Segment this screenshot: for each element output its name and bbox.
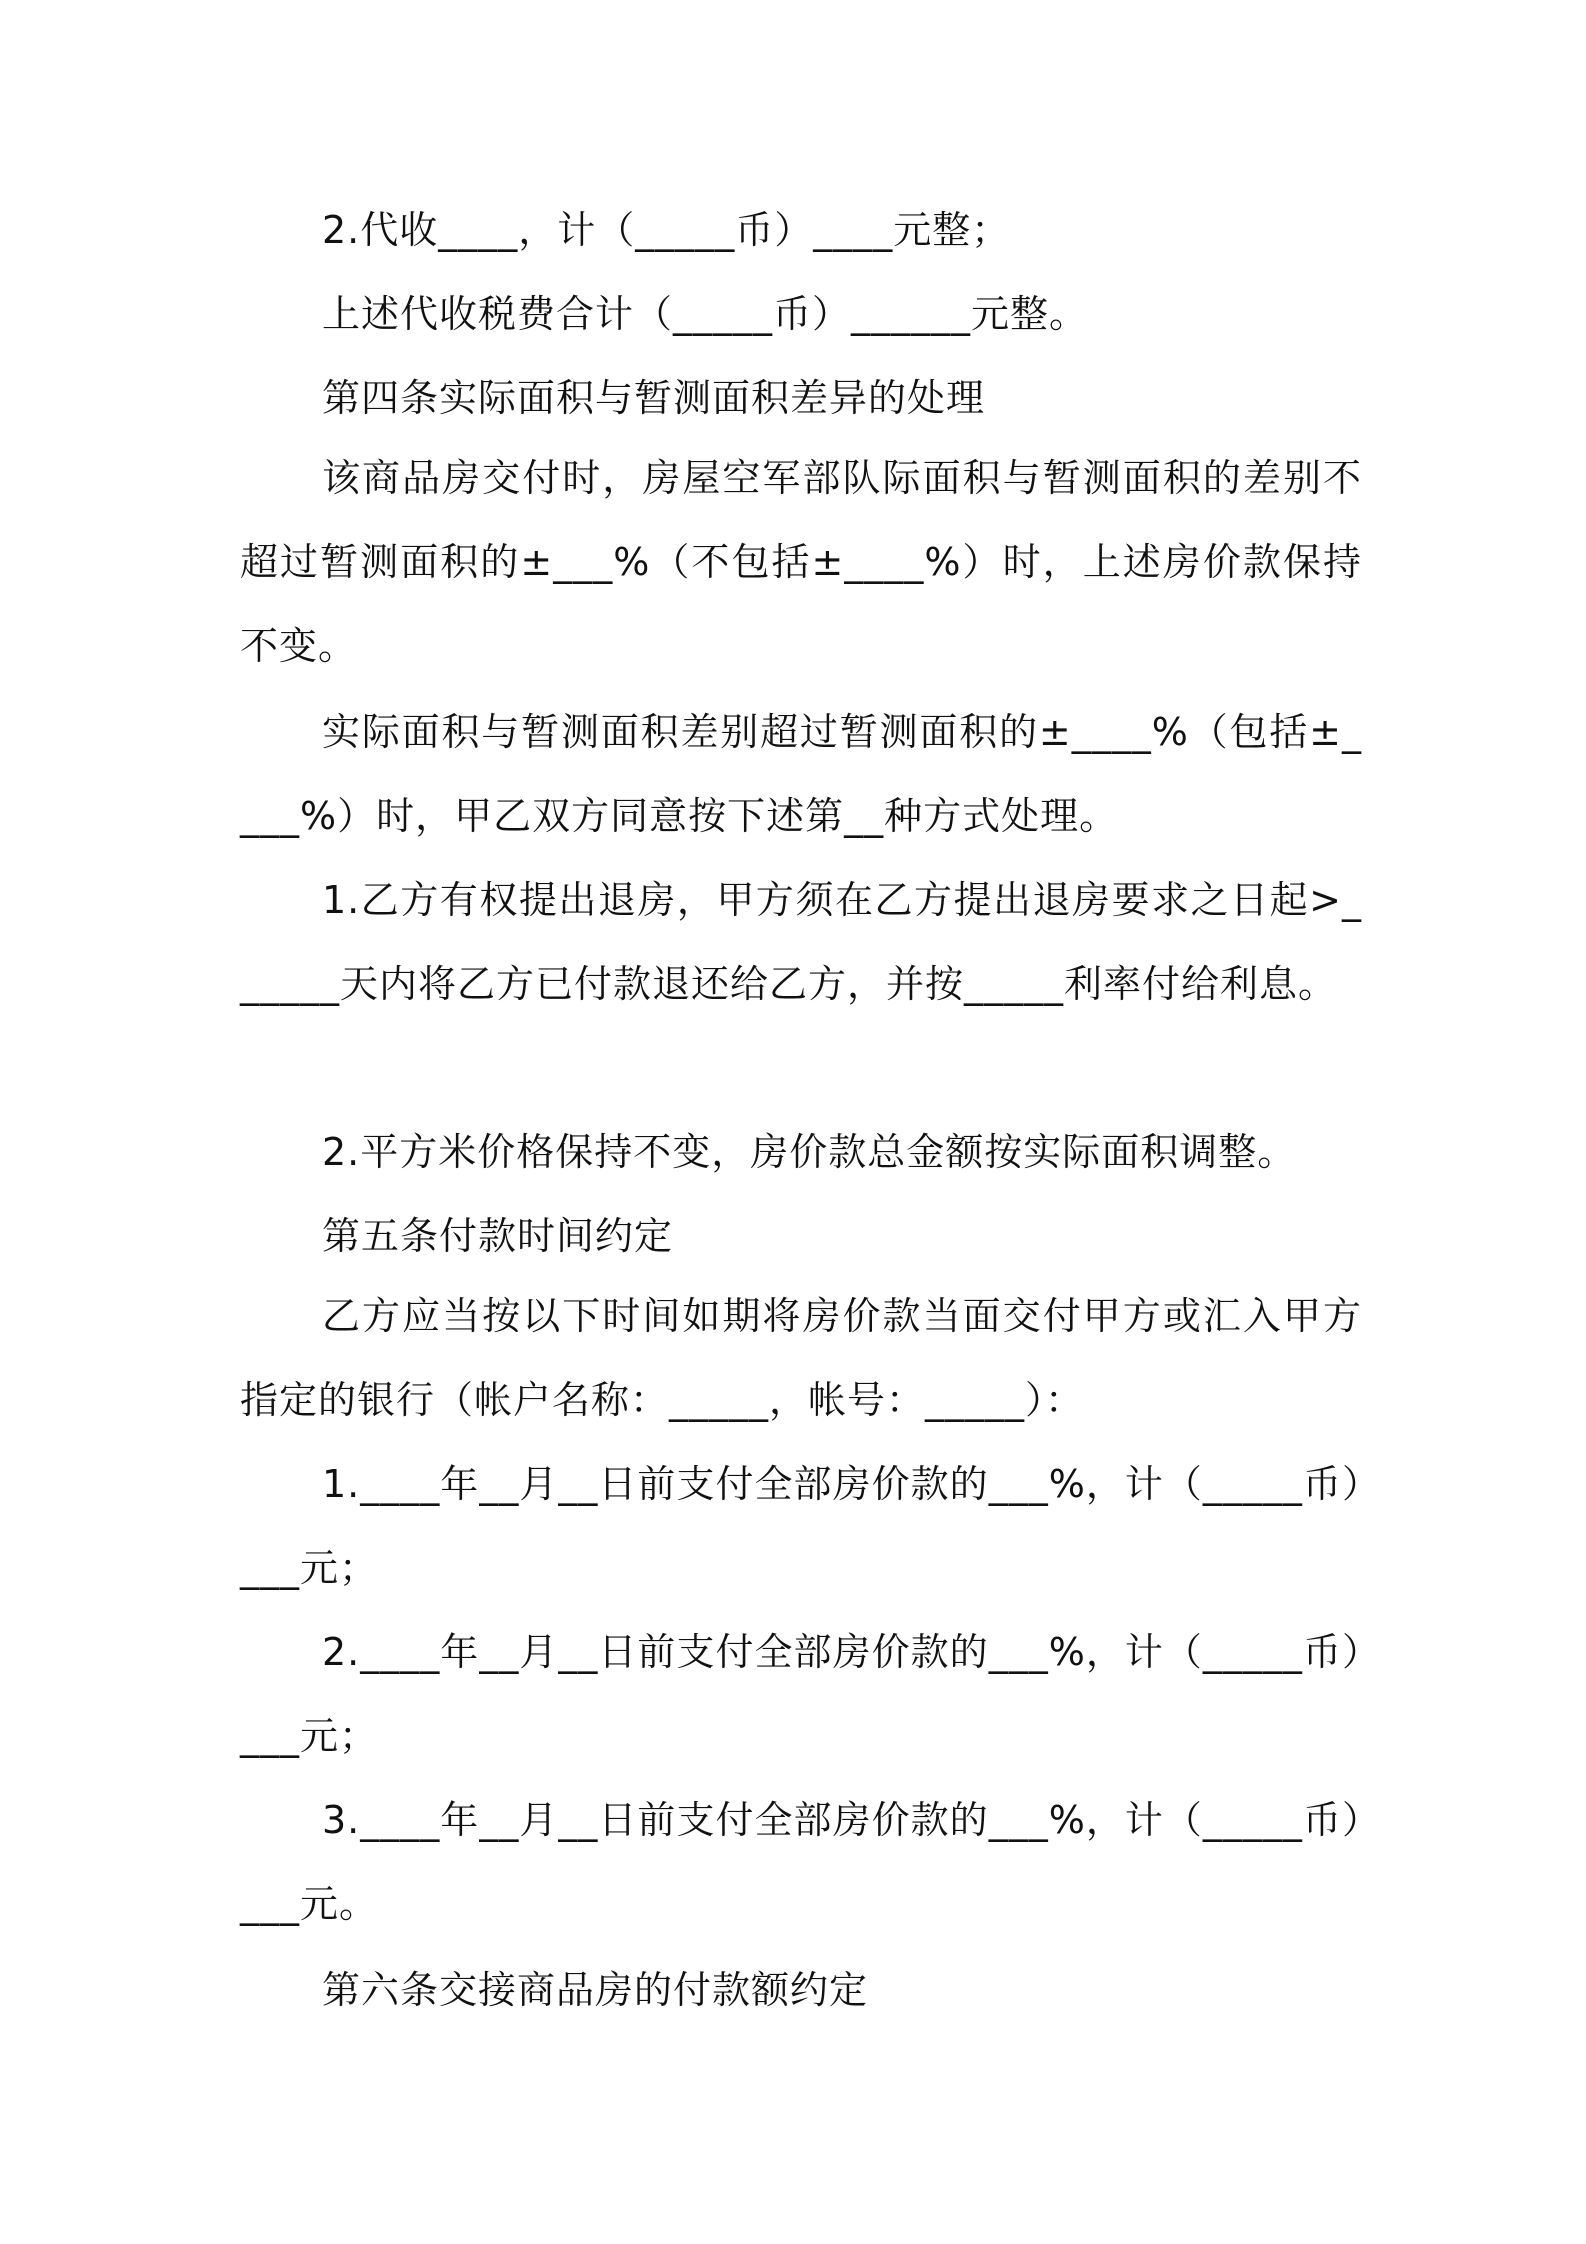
article-4-heading: 第四条实际面积与暂测面积差异的处理 (322, 376, 986, 420)
article-6-heading: 第六条交接商品房的付款额约定 (322, 1968, 869, 2012)
article-5-paragraph: 乙方应当按以下时间如期将房价款当面交付甲方或汇入甲方指定的银行（帐户名称：_____，帐号：_____）： (240, 1294, 1362, 1422)
article-4-option-1: 1.乙方有权提出退房，甲方须在乙方提出退房要求之日起>______天内将乙方已付款退还给乙方，并按_____利率付给利息。 (240, 878, 1362, 1006)
article-5-heading: 第五条付款时间约定 (322, 1214, 674, 1258)
payment-item-2: 2.____年__月__日前支付全部房价款的___%，计（_____币）___元； (240, 1630, 1362, 1758)
payment-item-3: 3.____年__月__日前支付全部房价款的___%，计（_____币）___元。 (240, 1798, 1362, 1926)
payment-item-1: 1.____年__月__日前支付全部房价款的___%，计（_____币）___元； (240, 1462, 1362, 1590)
article-4-paragraph-2: 实际面积与暂测面积差别超过暂测面积的±____%（包括±____%）时，甲乙双方同意按下述第__种方式处理。 (240, 710, 1362, 838)
fee-total: 上述代收税费合计（_____币）______元整。 (322, 292, 1089, 336)
fee-line-2: 2.代收____，计（_____币）____元整； (322, 208, 1011, 252)
article-4-option-2: 2.平方米价格保持不变，房价款总金额按实际面积调整。 (322, 1130, 1297, 1174)
article-4-paragraph-1: 该商品房交付时，房屋空军部队际面积与暂测面积的差别不超过暂测面积的±___%（不包括±____%）时，上述房价款保持不变。 (240, 456, 1362, 668)
